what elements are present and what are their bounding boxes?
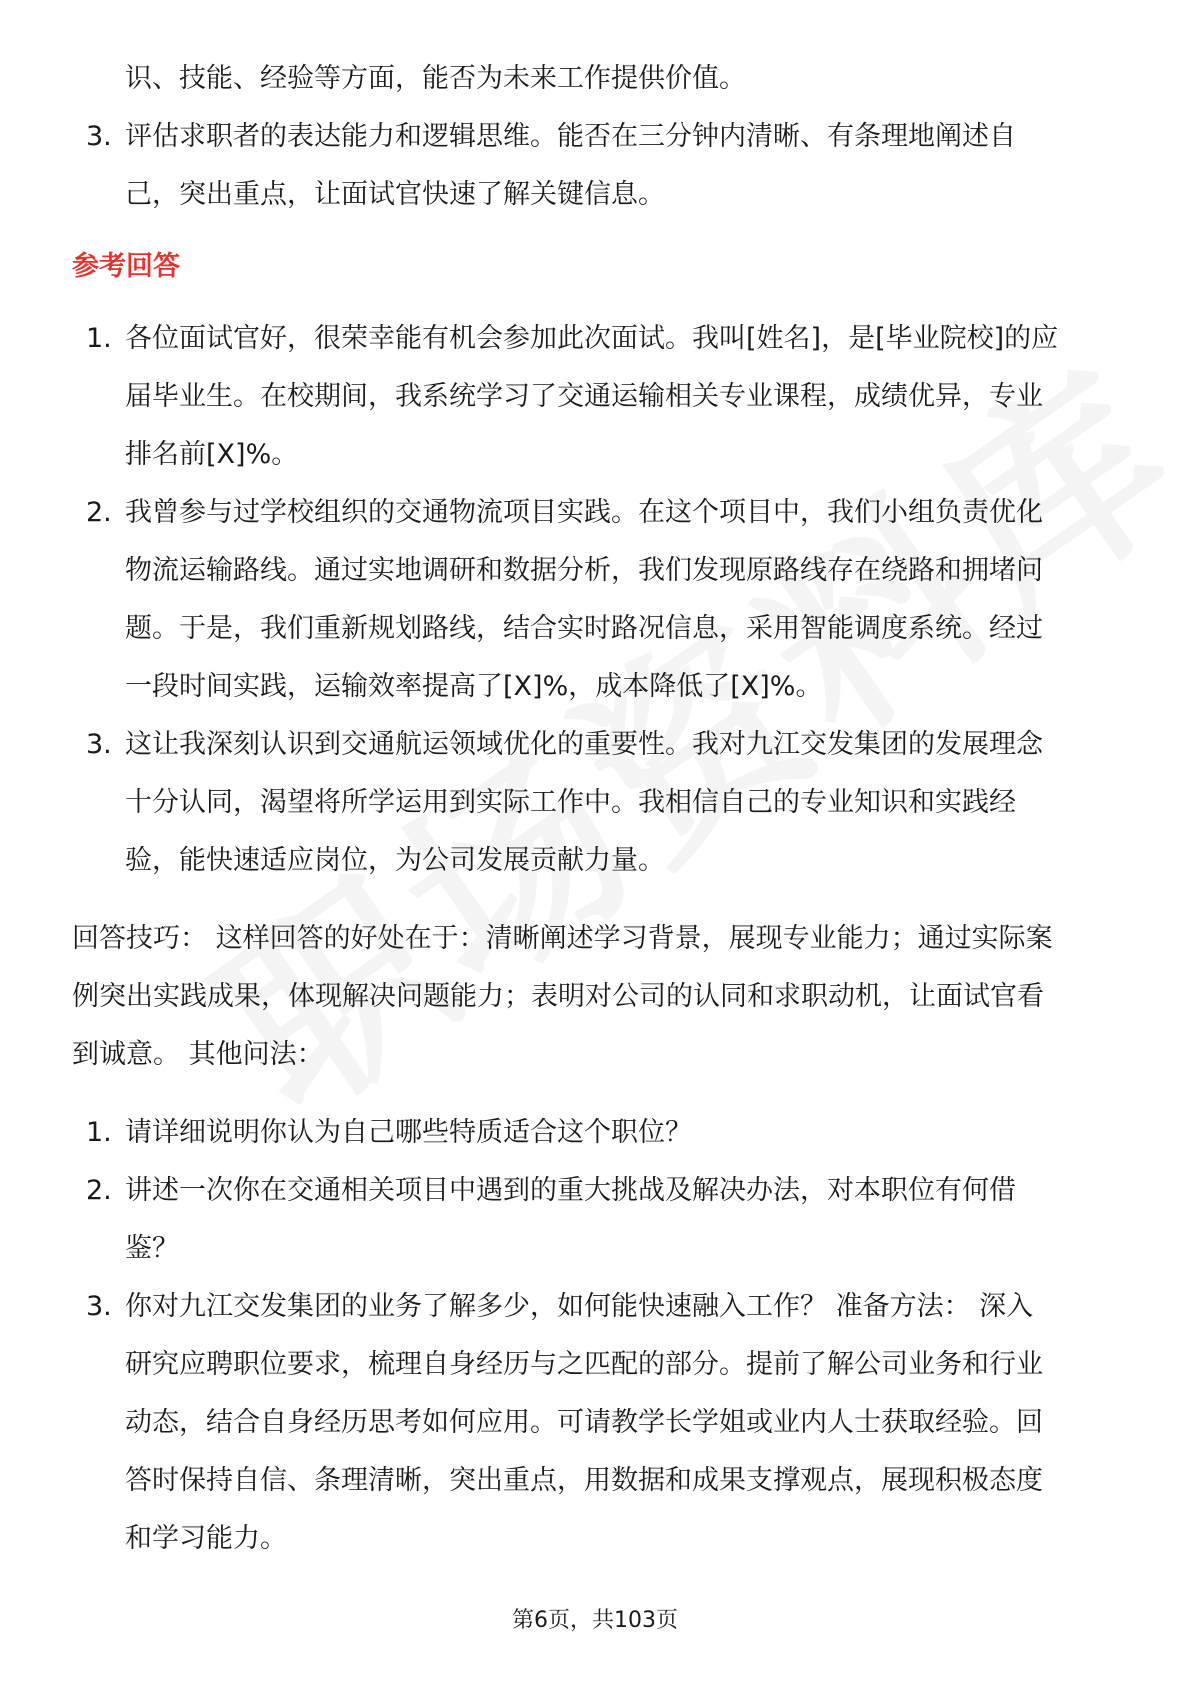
paragraph-line: 到诚意。 其他问法： <box>72 1039 324 1070</box>
list-item-line: 物流运输路线。通过实地调研和数据分析，我们发现原路线存在绕路和拥堵问 <box>125 555 1043 586</box>
list-item <box>72 716 1118 890</box>
page-footer: 第6页，共103页 <box>512 1608 678 1633</box>
list-item-line: 十分认同，渴望将所学运用到实际工作中。我相信自己的专业知识和实践经 <box>125 787 1016 818</box>
list-item-line: 题。于是，我们重新规划路线，结合实时路况信息，采用智能调度系统。经过 <box>125 613 1043 644</box>
other-questions-list <box>72 1104 1118 1568</box>
list-item-line: 我曾参与过学校组织的交通物流项目实践。在这个项目中，我们小组负责优化 <box>125 497 1043 528</box>
list-number: 3. <box>86 1291 112 1322</box>
list-item-line: 各位面试官好，很荣幸能有机会参加此次面试。我叫[姓名]，是[毕业院校]的应 <box>125 323 1059 354</box>
list-number: 3. <box>86 729 112 760</box>
list-item-continuation <box>72 50 1118 108</box>
list-number: 2. <box>86 497 112 528</box>
list-item-line: 讲述一次你在交通相关项目中遇到的重大挑战及解决办法，对本职位有何借 <box>125 1175 1016 1206</box>
paragraph-line: 回答技巧： 这样回答的好处在于：清晰阐述学习背景，展现专业能力；通过实际案 <box>72 923 1053 954</box>
list-item-line: 和学习能力。 <box>125 1523 287 1554</box>
list-item-line: 评估求职者的表达能力和逻辑思维。能否在三分钟内清晰、有条理地阐述自 <box>125 121 1016 152</box>
section-heading: 参考回答 <box>72 251 180 282</box>
list-item <box>72 108 1118 224</box>
list-item <box>72 1162 1118 1278</box>
list-item-line: 届毕业生。在校期间，我系统学习了交通运输相关专业课程，成绩优异，专业 <box>125 381 1043 412</box>
list-number: 1. <box>86 1117 112 1148</box>
list-number: 3. <box>86 121 112 152</box>
list-item-line: 请详细说明你认为自己哪些特质适合这个职位？ <box>125 1117 692 1148</box>
list-item-line: 识、技能、经验等方面，能否为未来工作提供价值。 <box>125 63 746 94</box>
reference-answer-list <box>72 310 1118 890</box>
list-number: 2. <box>86 1175 112 1206</box>
paragraph-line: 例突出实践成果，体现解决问题能力；表明对公司的认同和求职动机，让面试官看 <box>72 981 1044 1012</box>
list-item-line: 这让我深刻认识到交通航运领域优化的重要性。我对九江交发集团的发展理念 <box>125 729 1043 760</box>
page-content <box>72 50 1118 1568</box>
tips-paragraph <box>72 910 1118 1084</box>
list-item <box>72 1278 1118 1568</box>
list-item-line: 鉴？ <box>125 1233 179 1264</box>
list-item <box>72 484 1118 716</box>
list-item-line: 动态，结合自身经历思考如何应用。可请教学长学姐或业内人士获取经验。回 <box>125 1407 1043 1438</box>
list-item <box>72 310 1118 484</box>
list-number: 1. <box>86 323 112 354</box>
list-item-line: 一段时间实践，运输效率提高了[X]%，成本降低了[X]%。 <box>125 671 823 702</box>
list-item-line: 你对九江交发集团的业务了解多少，如何能快速融入工作？ 准备方法： 深入 <box>125 1291 1034 1322</box>
list-item-line: 验，能快速适应岗位，为公司发展贡献力量。 <box>125 845 665 876</box>
list-item-line: 己，突出重点，让面试官快速了解关键信息。 <box>125 179 665 210</box>
list-item-line: 研究应聘职位要求，梳理自身经历与之匹配的部分。提前了解公司业务和行业 <box>125 1349 1043 1380</box>
list-item-line: 答时保持自信、条理清晰，突出重点，用数据和成果支撑观点，展现积极态度 <box>125 1465 1043 1496</box>
list-item-line: 排名前[X]%。 <box>125 439 299 470</box>
list-item <box>72 1104 1118 1162</box>
